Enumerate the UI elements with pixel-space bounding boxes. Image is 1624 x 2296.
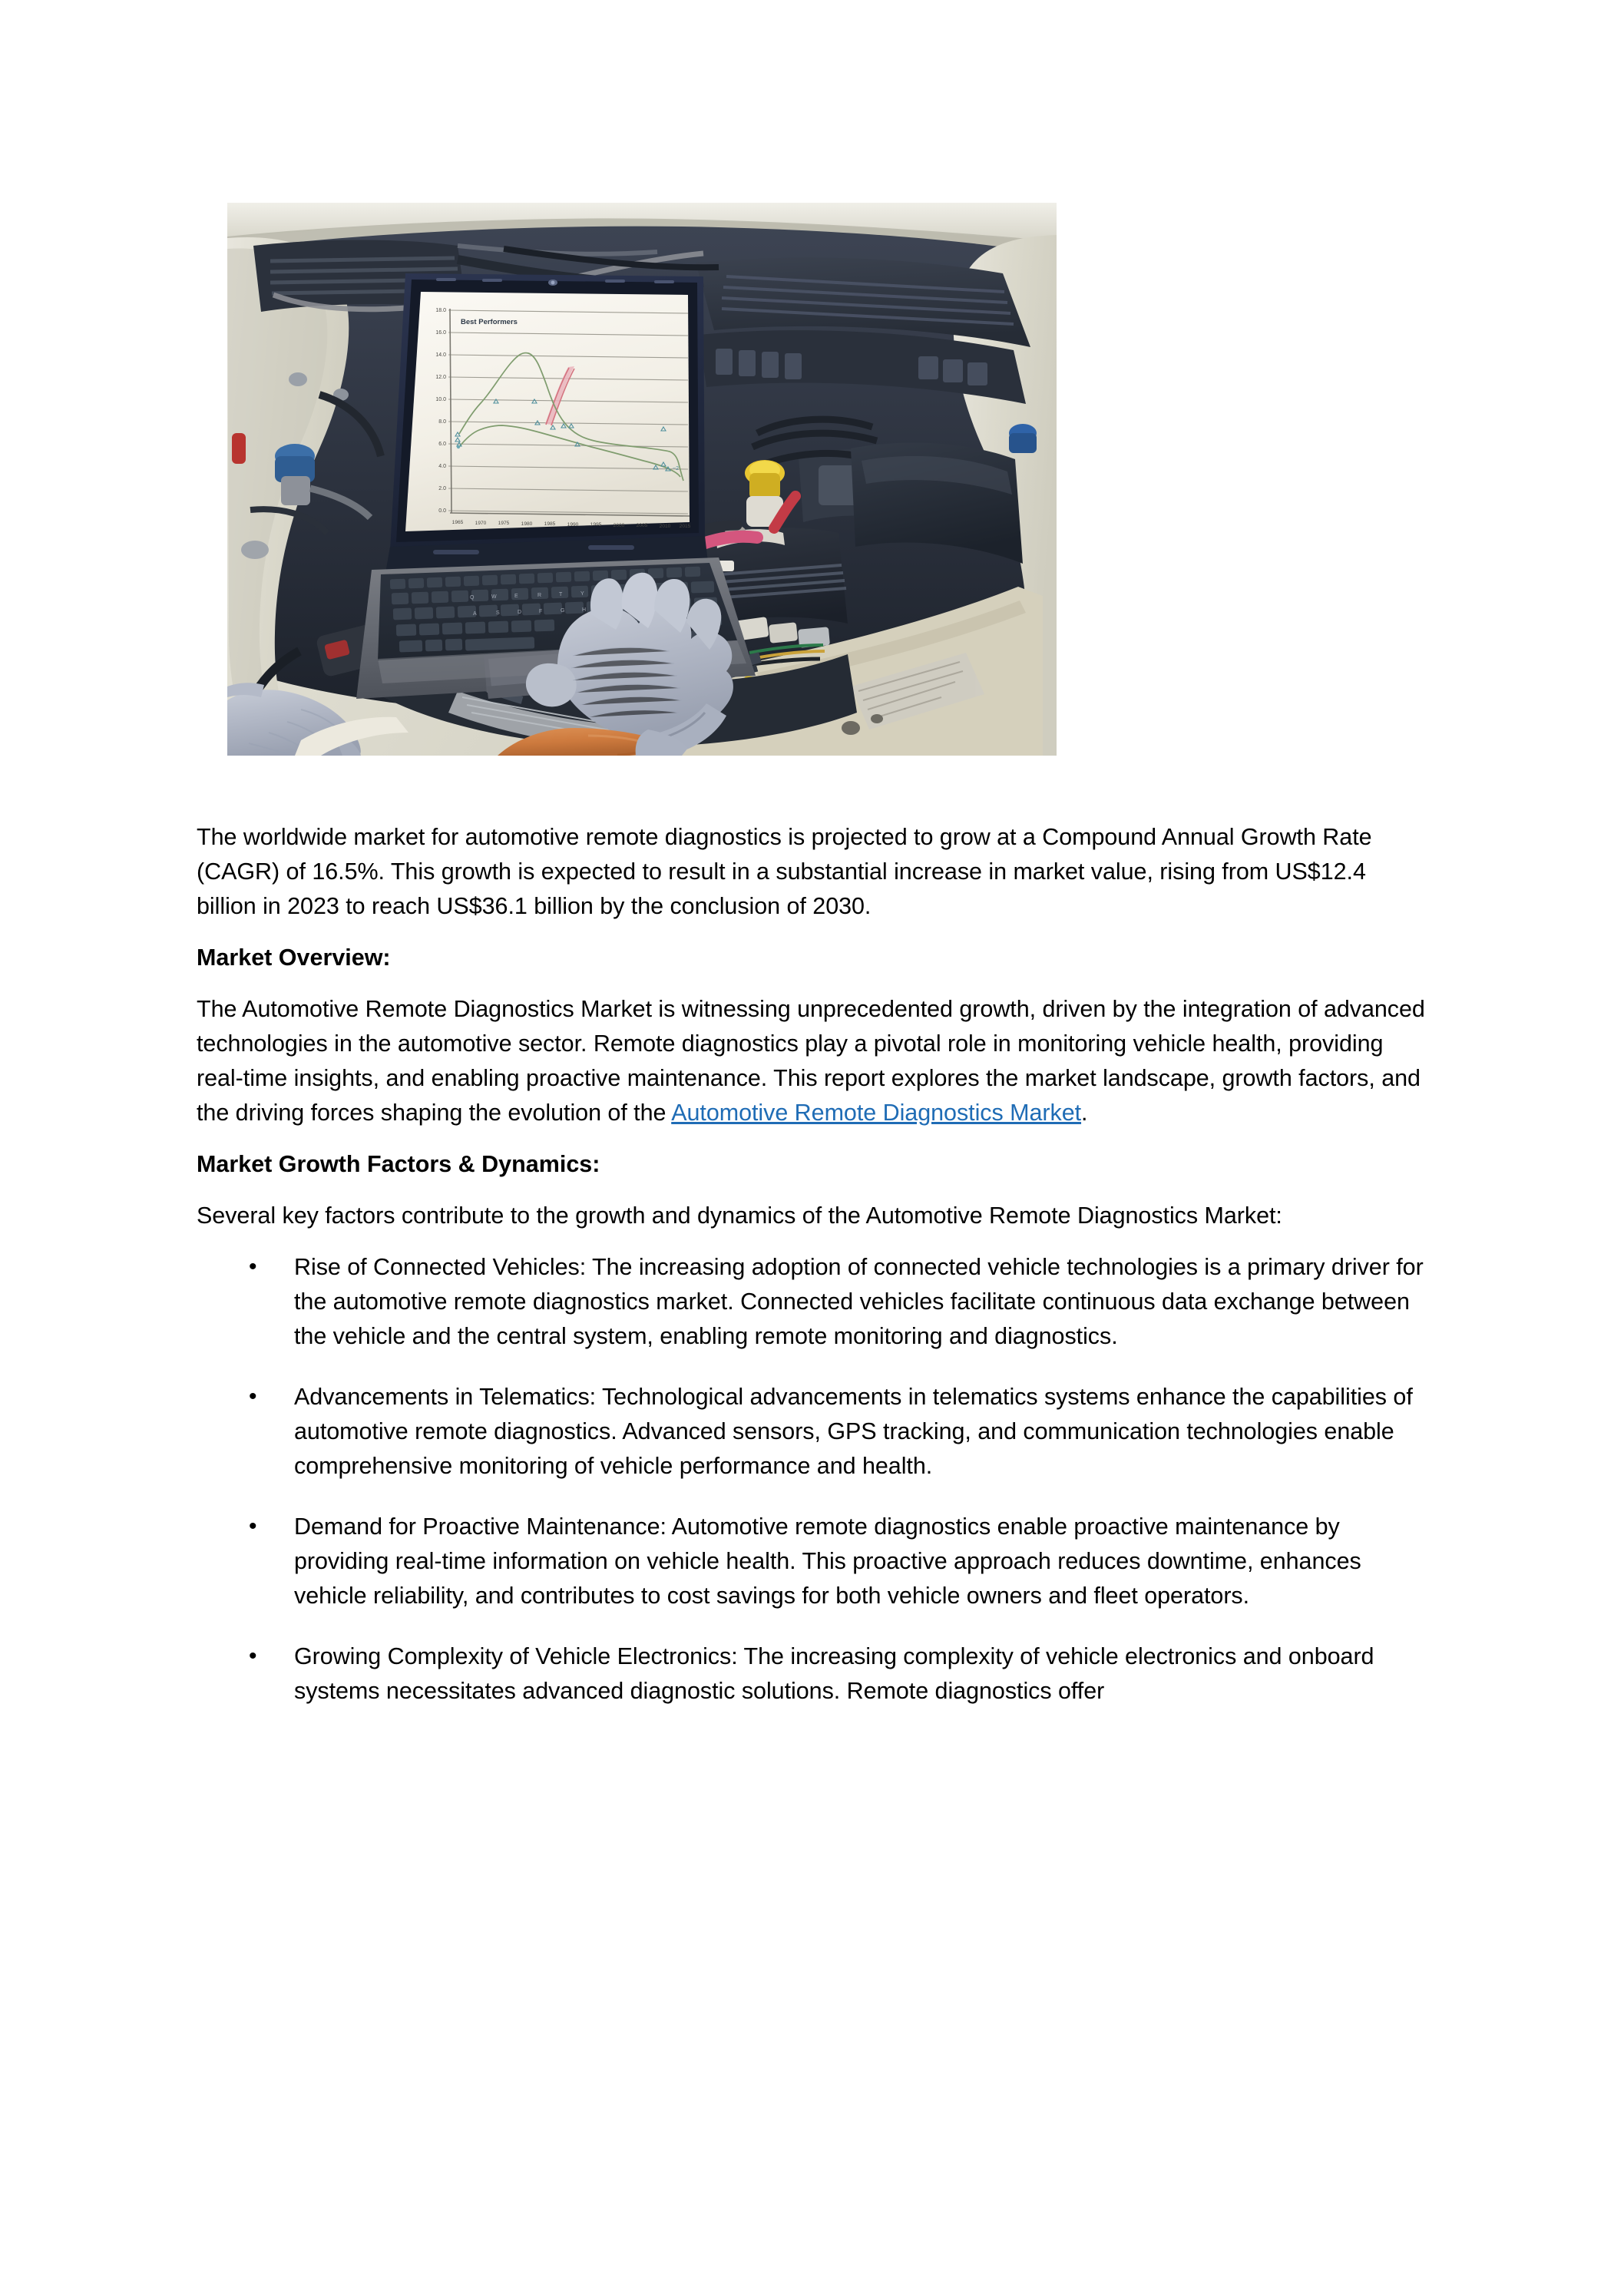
svg-text:2.0: 2.0: [438, 486, 446, 491]
svg-text:H: H: [582, 607, 587, 613]
chart-title: Best Performers: [461, 318, 518, 326]
svg-text:1990: 1990: [567, 522, 579, 528]
automotive-remote-diagnostics-photo: [227, 203, 1057, 756]
svg-text:E: E: [514, 594, 518, 599]
svg-text:1995: 1995: [590, 522, 602, 528]
growth-factors-heading: Market Growth Factors & Dynamics:: [197, 1151, 600, 1177]
market-overview-text-before-link: The Automotive Remote Diagnostics Market is witnessing unprecedented growth, driven by the integration of advanced technologies in the automotive sector. Remote diagnostics play a pivotal role in monitoring vehicle health, providing real-time insights, and enabling proactive maintenance. This report explores the market landscape, growth factors, and the driving forces shaping the evolution of the: [197, 996, 1425, 1126]
svg-text:4.0: 4.0: [438, 464, 446, 469]
svg-text:1975: 1975: [498, 521, 510, 526]
svg-text:S: S: [496, 610, 500, 616]
svg-text:G: G: [561, 608, 565, 614]
growth-factors-intro: Several key factors contribute to the growth and dynamics of the Automotive Remote Diagnostics Market:: [197, 1203, 1282, 1229]
svg-text:6.0: 6.0: [438, 442, 446, 447]
document-body: [197, 820, 1428, 1735]
svg-text:1970: 1970: [475, 521, 487, 526]
growth-factors-list: [197, 1250, 1428, 1709]
list-item: [197, 1639, 1428, 1709]
svg-text:16.0: 16.0: [435, 330, 446, 336]
market-overview-heading: Market Overview:: [197, 945, 391, 971]
list-item-text: • Rise of Connected Vehicles: The increasing adoption of connected vehicle technologies is a primary driver for the automotive remote diagnostics market. Connected vehicles facilitate continuous data exchange between the vehicle and the central system, enabling remote monitoring and diagnostics.: [294, 1254, 1424, 1349]
svg-text:R: R: [537, 593, 542, 598]
svg-text:1965: 1965: [451, 520, 464, 525]
svg-text:14.0: 14.0: [435, 352, 446, 358]
svg-text:Q: Q: [470, 595, 475, 600]
svg-text:1985: 1985: [544, 521, 556, 527]
list-item: [197, 1380, 1428, 1484]
svg-text:2000: 2000: [613, 523, 625, 528]
list-item: [197, 1510, 1428, 1613]
intro-paragraph: The worldwide market for automotive remote diagnostics is projected to grow at a Compound Annual Growth Rate (CAGR) of 16.5%. This growth is expected to result in a substantial increase in market value, rising from US$12.4 billion in 2023 to reach US$36.1 billion by the conclusion of 2030.: [197, 824, 1372, 919]
list-item: [197, 1250, 1428, 1354]
svg-text:0.0: 0.0: [438, 508, 446, 514]
svg-text:W: W: [491, 594, 497, 600]
svg-text:A: A: [473, 611, 477, 617]
svg-text:18.0: 18.0: [435, 308, 446, 313]
svg-text:2010: 2010: [659, 524, 671, 529]
svg-text:2005: 2005: [636, 523, 648, 528]
svg-text:2015: 2015: [679, 524, 691, 529]
svg-text:T: T: [559, 592, 563, 597]
list-item-text: • Demand for Proactive Maintenance: Automotive remote diagnostics enable proactive maintenance by providing real-time information on vehicle health. This proactive approach reduces downtime, enhances vehicle reliability, and contributes to cost savings for both vehicle owners and fleet operators.: [294, 1514, 1361, 1609]
engine-bay-photo-illustration: [227, 203, 1057, 756]
svg-text:12.0: 12.0: [435, 375, 446, 380]
svg-text:1980: 1980: [521, 521, 533, 527]
svg-text:Y: Y: [580, 591, 584, 597]
svg-text:F: F: [539, 609, 543, 614]
market-overview-text-after-link: .: [1081, 1100, 1088, 1126]
svg-text:~2: ~2: [673, 466, 679, 471]
svg-text:8.0: 8.0: [438, 419, 446, 425]
market-overview-paragraph: [197, 992, 1428, 1130]
automotive-remote-diagnostics-market-link[interactable]: Automotive Remote Diagnostics Market: [671, 1100, 1082, 1126]
svg-text:D: D: [518, 610, 522, 615]
svg-text:10.0: 10.0: [435, 397, 446, 402]
list-item-text: • Growing Complexity of Vehicle Electronics: The increasing complexity of vehicle electronics and onboard systems necessitates advanced diagnostic solutions. Remote diagnostics offer: [294, 1643, 1374, 1704]
list-item-text: • Advancements in Telematics: Technological advancements in telematics systems enhance the capabilities of automotive remote diagnostics. Advanced sensors, GPS tracking, and communication technologies enable comprehensive monitoring of vehicle performance and health.: [294, 1384, 1413, 1479]
